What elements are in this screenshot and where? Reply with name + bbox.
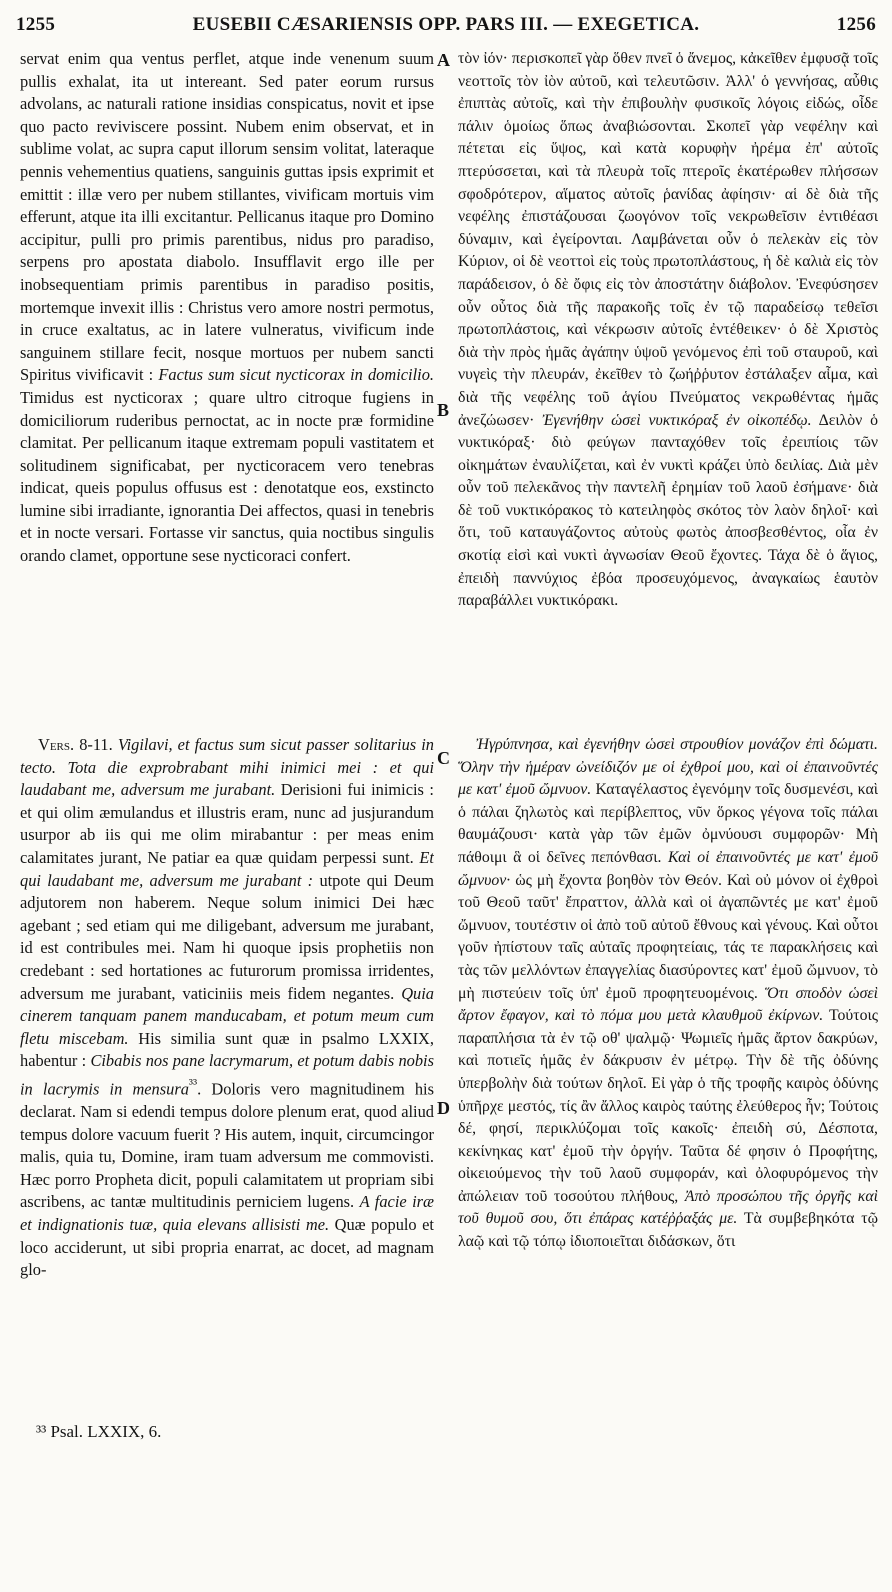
greek-text: Καταγέλαστος ἐγενόμην τοῖς δυσμενέσι, καὶ ὁ πάλαι ζηλωτὸς καὶ περίβλεπτος, νῦν ὅρκος γέγονα τοῖς πάλαι θαυμάζουσι· κατὰ γὰρ τῶν ἐμῶν ὀμνύουσι συμφορῶν· Μὴ πάθοιμι ἃ οἱ δεῖνες πεπόνθασι. — [458, 781, 878, 866]
page-number-left: 1255 — [16, 14, 56, 35]
greek-lemma: Ἀπὸ προσώπου τῆς ὀργῆς καὶ τοῦ θυμοῦ σου, ὅτι ἐπάρας κατέῤῥαξάς με. — [458, 1187, 878, 1228]
verse-heading: Vers. 8-11. — [38, 735, 113, 754]
running-title: EUSEBII CÆSARIENSIS OPP. PARS III. — EXEGETICA. — [192, 14, 700, 35]
latin-lemma: Et qui laudabant me, adversum me jurabant : — [20, 847, 434, 890]
latin-paragraph-1 — [20, 48, 434, 568]
latin-text: His similia sunt quæ in psalmo LXXIX, habentur : — [20, 1028, 434, 1071]
section-marker-b: B — [437, 400, 450, 420]
footnote-ref: ³³ — [188, 1075, 198, 1091]
latin-quote: Cibabis nos pane lacrymarum, et potum dabis nobis in lacrymis in mensura — [20, 1051, 434, 1099]
latin-lemma: A facie iræ et indignationis tuæ, quia elevans allisisti me. — [20, 1192, 434, 1234]
latin-lemma: Quia cinerem tanquam panem manducabam, et potum meum cum fletu miscebam. — [20, 983, 434, 1048]
latin-column-top — [20, 48, 434, 708]
latin-text: . Doloris vero magnitudinem his declarat. Nam si edendi tempus dolore plenum erat, quod aliud tempus dolore vacuum fuerit ? His autem, inquit, circumcingor malis, quia tu, Domine, iram tuam adversum me commovisti. Hæc porro Propheta dicit, populi calamitatem ut propriam sibi ascribens, ac tantæ multitudinis perniciem lugens. — [20, 1079, 434, 1212]
latin-lemma: Vigilavi, et factus sum sicut passer solitarius in tecto. Tota die exprobrabant mihi inimici mei : et qui laudabant me, adversum me jurabant. — [20, 735, 434, 800]
section-marker-a: A — [437, 50, 450, 70]
section-marker-d: D — [437, 1098, 450, 1118]
greek-lemma: Ἐγενήθην ὡσεὶ νυκτικόραξ ἐν οἰκοπέδῳ. — [542, 411, 812, 429]
latin-text: utpote qui Deum adjutorem non haberem. Neque solum inimici Dei hæc agebant ; sed etiam qui me diligebant, adversum me jurabant, id est contribules mei. Nam hi quoque ipsis prophetiis non credebant : sed hortationes ac futurorum promissa irridentes, adversum me jurabant, vaticiniis meis fidem negantes. — [20, 870, 434, 1003]
latin-text: Quæ populo et loco acciderunt, ut sibi propria enarrat, ac docet, ad magnam glo- — [20, 1214, 434, 1280]
greek-paragraph-2 — [458, 734, 878, 1254]
greek-paragraph-1 — [458, 48, 878, 613]
greek-text: Δειλὸν ὁ νυκτικόραξ· διὸ φεύγων πανταχόθεν τοῖς ἐρειπίοις τῶν οἰκημάτων ἐναυλίζεται, καὶ ἐν νυκτὶ κράζει ὑπὸ δειλίας. Διὰ μὲν οὖν τοῦ πελεκᾶνος τὴν παντελῆ ἐρημίαν τοῦ λαοῦ ἐσήμανε· διὰ δὲ τοῦ νυκτικόρακος τὸ κατειληφὸς σκότος τὸν λαὸν δηλοῖ· καὶ ὅτι, τοῦ καταυγάζοντος αὐτοὺς φωτὸς ἀποσβεσθέντος, οἷα ἐν σκοτίᾳ εἰσὶ καὶ νυκτὶ ἀγνωσίαν Θεοῦ ἔχοντες. Τάχα δὲ ὁ ἅγιος, ἐπειδὴ παννύχιος ἐβόα προσευχόμενος, ἀναγκαίως ἑαυτὸν παραβάλλει νυκτικόρακι. — [458, 411, 878, 610]
greek-column-bottom — [458, 734, 878, 1406]
footnote: ³³ Psal. LXXIX, 6. — [36, 1422, 162, 1441]
latin-column-bottom — [20, 734, 434, 1414]
greek-column-top — [458, 48, 878, 734]
latin-paragraph-2 — [20, 734, 434, 1282]
greek-text: ὡς μὴ ἔχοντα βοηθὸν τὸν Θεόν. Καὶ οὐ μόνον οἱ ἐχθροὶ τοῦ Θεοῦ ταῦτ' ἔπραττον, ἀλλὰ καὶ οἱ ἀγαπῶντές με κατ' ἐμοῦ ὤμνυον, τουτέστιν οἱ ἀπὸ τοῦ αὐτοῦ ἔθνους καὶ γένους. Καὶ οὗτοι γοῦν ἠπίστουν ταῖς αὐταῖς προφητείαις, τάς τε παρακλήσεις καὶ τὰς τῶν μελλόντων ἐπαγγελίας διασύροντες κατ' ἐμοῦ ὤμνυον, τὸ μὴ πιστεύειν τοῖς ὑπ' ἐμοῦ προφητευομένοις. — [458, 871, 878, 1002]
latin-lemma: Factus sum sicut nycticorax in domicilio. — [158, 365, 434, 385]
running-header — [16, 14, 876, 40]
latin-text: Derisioni fui inimicis : et qui olim æmulandus et illustris eram, nunc ad jusjurandum usurpor ab iis qui me olim mirabantur : per meas enim calamitates jurant, Ne patiar ea quæ quidam perpessi sunt. — [20, 780, 434, 867]
section-marker-c: C — [437, 748, 450, 768]
latin-text: servat enim qua ventus perflet, atque inde venenum suum pullis exhalat, ita ut intereant. Sed pater eorum rursus advolans, ac naturali ratione insidias conspicatus, novit et ipse quo pacto reviviscere possint. Nubem enim observat, et in sublime volat, ac supra caput illorum sensim volitat, lateraque pennis vehementius quatiens, sanguinis guttas ipsis exprimit et emittit : illæ vero per nubem stillantes, vivificam mortuis vim efferunt, atque ita illi excitantur. Pellicanus itaque pro Domino accipitur, pulli pro primis parentibus, nidus pro paradiso, serpens pro apostata diabolo. Insufflavit ergo ille per inobsequentiam primis parentibus in paradiso positis, mortemque invexit illis : Christus vero amore nostri permotus, in cruce exaltatus, ac in latere vulneratus, vivificum inde sanguinem stillare fecit, nosque mortuos per nubem sancti Spiritus vivificavit : — [20, 49, 434, 385]
greek-text: τὸν ἰόν· περισκοπεῖ γὰρ ὅθεν πνεῖ ὁ ἄνεμος, κἀκεῖθεν ἐμφυσᾷ τοῖς νεοττοῖς τὸν ἰὸν αὐτοῦ, καὶ τελευτῶσιν. Ἀλλ' ὁ γεννήσας, αὖθις ἐπιπτὰς αὐτοῖς, καὶ τὴν ἐπιβουλὴν φυσικοῖς λόγοις εἰδώς, οἶδε πάλιν ὁμοίως ὅπως ἀναβιώσονται. Σκοπεῖ γὰρ νεφέλην καὶ πέτεται εἰς ὕψος, καὶ κατὰ κορυφὴν ἠρέμα ἐπ' αὐτοῖς πτερύσσεται, καὶ τὰ πλευρὰ τοῖς πτεροῖς ἑκατέρωθεν πλήσσων σφοδρότερον, αἵματος αὐτοῖς ῥανίδας ἀφίησιν· αἱ δὲ διὰ τῆς νεφέλης ἐπιστάζουσαι ζωογόνον τοῖς νεκρωθεῖσιν ἐντιθέασι δύναμιν, καὶ ἐγείρονται. Λαμβάνεται οὖν ὁ πελεκὰν εἰς τὸν Κύριον, οἱ δὲ νεοττοὶ εἰς τοὺς πρωτοπλάστους, ἡ δὲ καλιὰ εἰς τὸν παράδεισον, ὁ δὲ ὄφις εἰς τὸν ἀποστάτην διάβολον. Ἐνεφύσησεν οὖν οὗτος διὰ τῆς παρακοῆς τοῖς ἐν τῷ παραδείσῳ τεθεῖσι πρωτοπλάστοις, καὶ νέκρωσιν αὐτοῖς ἐντέθεικεν· ὁ δὲ Χριστὸς διὰ τὴν πρὸς ἡμᾶς ἀγάπην ὑψοῦ γενόμενος ἐπὶ τοῦ σταυροῦ, καὶ νυγεὶς τὴν πλευράν, ἐκεῖθεν τὸ ζωήῤῥυτον ἐστάλαξεν αἷμα, καὶ διὰ τῆς νεφέλης τοῦ ἁγίου Πνεύματος νεκρωθέντας ἡμᾶς ἀνεζώωσεν· — [458, 50, 878, 429]
greek-text: Τὰ συμβεβηκότα τῷ λαῷ καὶ τῷ τόπῳ ἰδιοποιεῖται διδάσκων, ὅτι — [458, 1210, 878, 1251]
greek-text: Τούτοις παραπλήσια τὰ ἐν τῷ οθ' ψαλμῷ· Ψωμιεῖς ἡμᾶς ἄρτον δακρύων, καὶ ποτιεῖς ἡμᾶς ἐν δάκρυσιν ἐν μέτρῳ. Τὴν δὲ τῆς ὀδύνης ὑπερβολὴν διὰ τούτων δηλοῖ. Εἰ γὰρ ὁ τῆς τροφῆς καιρὸς ὀδύνης ὑπῆρχε μεστός, τίς ἂν ἄλλος καιρὸς ταύτης ἐλεύθερος ἦν; Τούτοις δέ, φησί, περικλύζομαι τοῖς κακοῖς· ἐπειδὴ σύ, Δέσποτα, κεκίνηκας κατ' ἐμοῦ τὴν ὀργήν. Ταῦτα δέ φησιν ὁ Προφήτης, οἰκειούμενος τὴν τοῦ λαοῦ συμφοράν, καὶ ὀλοφυρόμενος τὴν ἀπώλειαν τοῦ τοσούτου πλήθους, — [458, 1007, 878, 1205]
greek-lemma: Καὶ οἱ ἐπαινοῦντές με κατ' ἐμοῦ ὤμνυον· — [458, 848, 878, 889]
page-number-right: 1256 — [836, 14, 876, 35]
greek-lemma: Ἠγρύπνησα, καὶ ἐγενήθην ὡσεὶ στρουθίον μονάζον ἐπὶ δώματι. Ὅλην τὴν ἡμέραν ὠνείδιζόν με οἱ ἐχθροί μου, καὶ οἱ ἐπαινοῦντές με κατ' ἐμοῦ ὤμνυον. — [458, 736, 878, 799]
greek-lemma: Ὅτι σποδὸν ὡσεὶ ἄρτον ἔφαγον, καὶ τὸ πόμα μου μετὰ κλαυθμοῦ ἐκίρνων. — [458, 984, 878, 1025]
latin-text: Timidus est nycticorax ; quare ultro citroque fugiens in domiciliorum ruderibus pernoctat, ac in nocte præ formidine clamitat. Per pellicanum itaque extremam populi vastitatem et solitudinem significabat, per nycticoracem vero tenebras indicat, queis populus offusus est : denotatque eos, exstincto lumine sibi irradiante, ignorantia Dei affectos, quasi in tenebris et in nocte versari. Fortasse vir sanctus, quia noctibus singulis orando clamet, opportune sese nycticoraci confert. — [20, 387, 434, 566]
